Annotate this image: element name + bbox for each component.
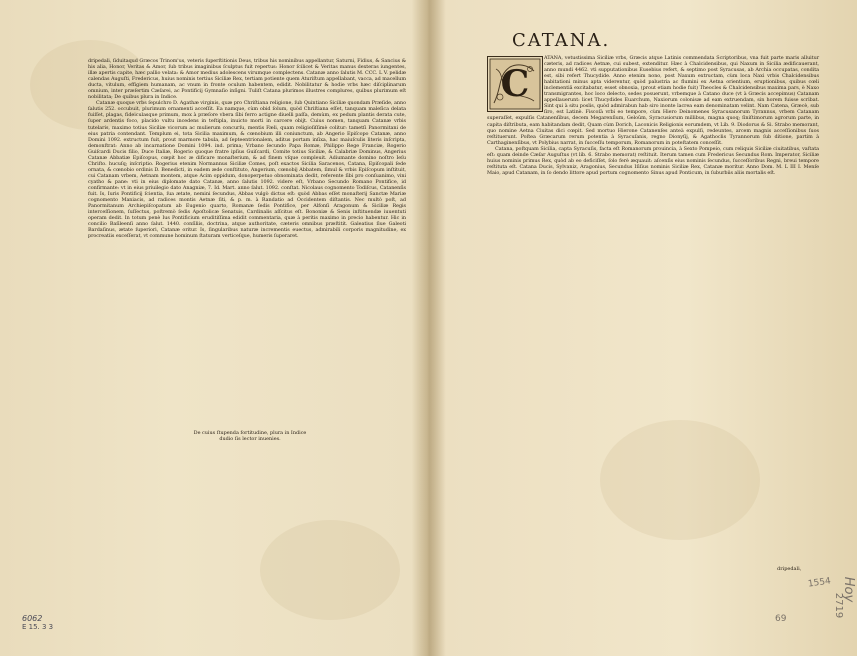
pencil-note: 69 <box>775 614 787 624</box>
left-page <box>0 0 425 656</box>
closing-line-1: De cuius ſtupenda fortitudine, plura in Indice dudio ſis lector inuenies. <box>193 430 307 442</box>
left-paragraph-2: Catanæ quoque vrbs ſepulchro D. Agathæ virginis, quæ pro Chriſtiana religione, ſub Quintiano Siciliæ quondam Præſide, anno ſalutis 252. occubuit, plurimum ornamenti acceſſit. Ea namque, cùm obid ſolum, quòd Chriſtiana eſſet, tanquam maleſica delata fuiſſet, plagas, fideiculasque primum, mox à præſore vbera ſibi ferro actigne diuelli paſſa, demùm, ex pedum plantis derata cute, ſuper ardentis foco, placido vultu incedens in teſtipla, inuicto morti in carcere obijt. Cuius nomen, tanquam Catanæ vrbis tutelaris, maximo totius Siciliæ vicorum ac mulierum concurſu, mentis Fæli, quam religioſiſſimè colitur: tametſi Panormitani de eius patria contendant. Templum ei, tota Sicilia maximum, & cœnobium illi coniunctum, ab Angerio Epiſcopo Catanæ, anno Domini 1092. extructum fuit, prout marmore tabula, ad ſepteentrionalem, aditus portam inſixa, hac maiuſculis literis inſcripta, demonſtrat: Anno ab incarnatione Domini 1094. ind. prima; Vrbano ſecundo Papa Romæ, Philippo Rege Franciæ, Rogerio Guiſcardi Ducis filio, Duce Italiæ, Rogerio quoque fratre ipſius Guiſcardi, Comite totius Siciliæ, & Calabriæ Dominus, Angerius Catanæ Abbatiæ Epiſcopus, cœpit hoc æ dificare monaſterium, & ad finem vſque compleuit. Adiumante domino noſtro Ieſu Chriſto. hucuſq; inſcriptio. Rogerius etenim Normannus Siciliæ Comes, poſt exactos Sicilia Saracenos, Catana, Epiſcopali ſede ornata, & cœnobio ordinis D. Benedicti, in eadem æde conſtituto, Angerium, cœnobij Abbatem, ſimul & vrbis Epiſcopum inſtituit, cui Catanam vrbem, Aetnam montem, atque Acim oppidum, donoperpetuo obnominata dedit, referente ſibi pro conſuanimo, vini cyatho & pane: vti in eius diplomate dato Catanæ, anno ſalutis 1092. videre eſt, Vrbano Secundo Romano Pontifice, id confirmante: vt in eius priuilegio dato Anagniæ, 7. Id. Mart. anno ſalut. 1092. conſtat. Nicolaus cognomento Todiſcus, Catanenſis fuit. Is, Iuris Pontificij ſcientia, ſua ætate, nemini ſecundus, Abbas vulgò dictus eſt: quòd Abbas eſſet monaſterij Sanctæ Mariæ cognomento Maniacis, ad radices montis Aetnæ ſiti, & p. m. à Randatio ad Occidentem diſtantis. Nec multò poſt, ad Panormitanum Archiepiſcopatum ab Eugenio quarto, Romanæ ſedis Pontifice, per Alfonſi Aragonum & Siciliæ Regis interceſſionem, ſuſſectus, poſtremò ſedis Apoſtolicæ Senatuis, Cardinalis aſſcitus eſt. Bononiæ & Senis inſtituendæ iuuentuti operam dedit. In totum penè Ius Pontificium eruditiſſima edidit commentaria, quæ à peritis maximo in precio habentur. Hic in concilio Baſileenſi anno ſalut. 1440. conſiliis, doctrina, atque authoritate, cæteris omnibus præſtitit. Galeatius ſiue Galeoti Bardaſinus, ætate ſuperiori, Catanæ oritur. Is, ſingularibus naturæ incrementis euectus, admirabili corporis magnitudine, ex procreatiis exceſſerat, vt commune hominum ſtaturam verticeſque, humeris ſuperaret. <box>88 100 406 240</box>
page-title: CATANA. <box>512 30 611 51</box>
stamp-number: 6062 <box>22 614 43 623</box>
left-paragraph-1: dripedali, ſiduitaqud Græcos Trinom'us, veteris ſuperſtitionis Deus, tribus his nominibus appellantur, Saturni, Fidius, & Sancius & his alia, Honor, Veritas & Amor, ſub tribus imaginibus ſculptus fuit repertus: Honor ſcilicet & Veritas manus dexteras iungentes, illæ apertis capite, hæc pallio velata: & Amor medius adolescens virumque complectens. Catanæ anno ſalutis M. CCC. L V. pelidæ calendas Auguſti, Fredericus, huius nominis tertius Siciliæ Rex, tertiam potiente quem Aturiſtum appellabant, vacca, ad macellum ducta, vitulum, effigiem humanam, ac vnum in fronte oculum habentem, edidit. Nobilitatur & hodie vrbs hæc diſciplinarum omnium, inter præſertim Cæſarei, ac Pontificij Gymnaſio inſigni. Tuliſt Catana plurimos illustres complures, quibus plurimum eſt nobilitata; De quibus plura in Indice. <box>88 58 406 101</box>
drop-cap-letter: C <box>500 63 530 105</box>
decorated-initial <box>487 56 543 112</box>
pencil-note: 1554 <box>807 576 832 590</box>
pencil-note: Hoy <box>841 576 857 603</box>
catchword: dripedali, <box>777 566 802 572</box>
right-paragraph-1: ATANA, vetustissima Siciliæ vrbs, Græcis atque Latinis commendata Scriptoribus, vna fuit parte maris alluitur cæteris, ad radices Aetnæ, cui subest, extenditur. Hæc à Chalcidensibus, qui Naxum in Sicilia ædificauerant, anno mundi 4462. vti supputationibus Eusebius refert, & septimo post Syracusas, ab Archia occupatas, condita est, sibi refert Thucydide. Anno etenim nono, post Naxum extructam, cùm loca Naxi vrbis Chalcidensibus habitationi minus apta viderentur, quòd palustria ac flumini ex Aetna orientium, eruptionibus, quibus cœli inclementiâ excitabatur, esset obnoxia, (prout etiam hodie fuit) Theocles & Chalcidensibus maxima pars, è Naxo transmigrantes, hoc loco delecto, sedes posuerunt, vrbemque à Catano duce (vt à Græcis accepimus) Catanam appellauerunt: licet Thucydides Euarchum, Naxiorum colonisæ ad eam extruendam, sin horem fuisse scribat. Sint qui à situ poslis, quòd admirabun hab siro inonte lacrea eam denominatam velint. Nam Catena, Græcè, sub ſiro, est Latinè. Fiscoſà vrbi eo tempore, cùm Hiero Deinomenes Syracusanorum Tyrannus, vrbem Catanam superaſſet, expulſis Catanenſibus, decem Megarenſium, Geloûm, Syracusiorum millibus, magna quoq; ſiniſtimorum agrorum parte, in capita diſtributa, eam habitandam dedit, Quam cùm Dorich, Laconicis Religionis eorumdem, vt Lib. 9. Diodorus & Si. Strabo memorant, quo nomine Aetna Ciuitas dici cœpit. Sed mortuo Hierone Catanenſes anteà expulſi, redeuntes, arcem magnis acceſſionibus ſuos reſtituerunt. Poſtea Græcarum rerum potentia à Syracuſanis, regno Dionyſij, & Agathoclis Tyrannorum ſub ditione, partim à Carthaginenſibus, vt Polybius narrat, in ſucceſſu temporum, Romanorum in poteſtatem conceſſit. <box>487 55 819 146</box>
right-paragraph-2: Catana, poſtquam Sicilia, capta Syracuſis, facta eſt Romanorum prouincia, à Sexto Pompeio, cum reliquis Siciliæ ciuitatibus, vaſtata eſt: quam deinde Cæſar Auguſtus (vt lib. 6. Strabo memorat) reſtituit. Iterum tamen cum Fredericus Secundus Rom. Imperator, Siciliæ huius nominis primus Rex, quòd ab eo deficiſſet, ſolo ferè æquauit: aſcenſis eius nominis ſecundus, ſucceſſoribus Regni, breui tempore reſtituta eſt. Catana Ducis, Sylvaniz, Aragonius, Secundus Iſiſius nominis Siciliæ Rex, Catanæ moritur. Anno Dom. M. L III I. Menſe Maio, apud Catanam, in ſo dendo littore apud portum cognomento Sinus apud Ponticum, in ſuburbiis aliis mortalis eſt. <box>487 145 819 176</box>
catalog-stamp <box>22 614 70 636</box>
pencil-note: 2719 <box>833 592 845 619</box>
left-page-closing <box>190 430 310 442</box>
right-page <box>432 0 857 656</box>
stamp-text: E 15. 3 3 <box>22 623 54 631</box>
left-page-text <box>88 58 406 239</box>
